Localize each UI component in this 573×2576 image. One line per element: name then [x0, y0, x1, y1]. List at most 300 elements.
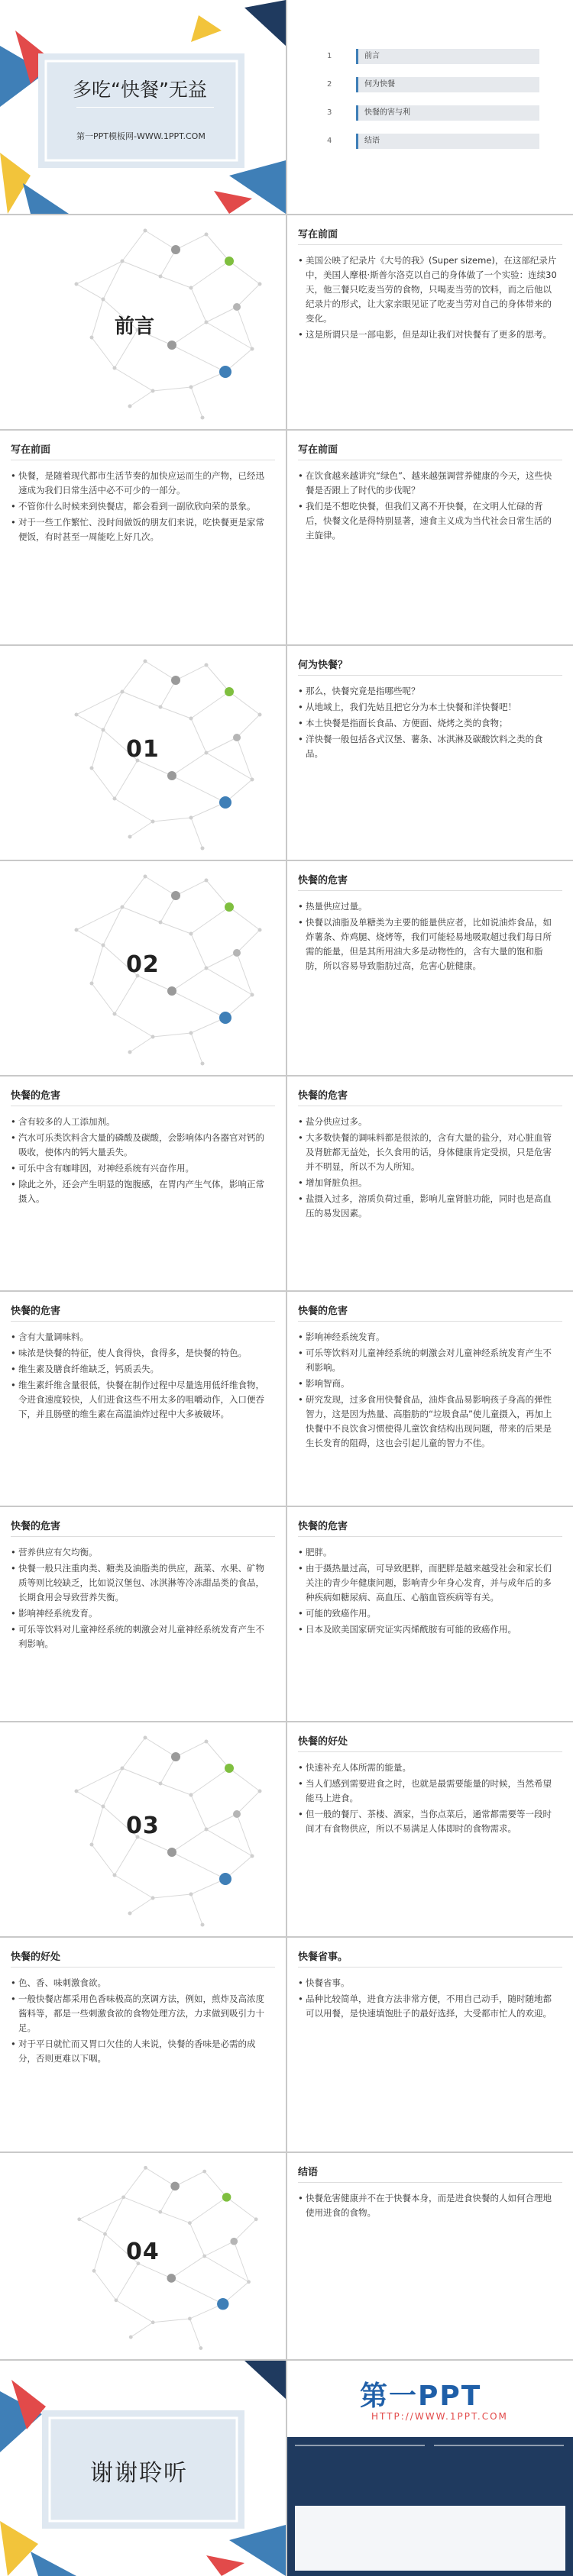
network-node — [201, 1923, 205, 1927]
bullet-item: • 那么，快餐究竟是指哪些呢？ — [298, 684, 558, 699]
tag-divider — [298, 1321, 562, 1322]
network-node — [77, 2217, 81, 2221]
network-node — [219, 1873, 231, 1885]
network-node — [90, 767, 94, 770]
sec6-left-slide — [0, 1292, 286, 1506]
sec7-left-slide — [0, 1507, 286, 1721]
slide-tag: 何为快餐？ — [298, 660, 348, 671]
network-edge — [103, 261, 122, 299]
network-node — [128, 405, 132, 408]
bullet-item: • 品种比较简单，进食方法非常方便，不用自己动手，随时随地都可以用餐，是快速填饱肚子的最好选择，大受都市忙人的欢迎。 — [298, 1992, 558, 2021]
network-edge — [92, 299, 103, 337]
tag-divider — [298, 1536, 562, 1537]
sec1-right-slide — [287, 215, 573, 429]
network-edge — [160, 1784, 191, 1795]
network-graphic — [31, 215, 283, 429]
toc-item[interactable]: 快餐的害与利 — [356, 105, 539, 121]
network-edge — [76, 930, 103, 945]
bullet-item: • 可乐等饮料对儿童神经系统的刺激会对儿童神经系统发育产生不利影响。 — [11, 1622, 270, 1651]
network-edge — [206, 968, 252, 995]
network-node — [121, 1767, 125, 1771]
bullet-item: • 增加肾脏负担。 — [298, 1176, 558, 1190]
network-node — [128, 1912, 132, 1916]
brand-info-panel — [287, 2437, 573, 2576]
bullet-list — [298, 253, 558, 344]
network-edge — [206, 234, 229, 261]
slide-tag: 写在前面 — [298, 229, 338, 240]
network-edge — [191, 288, 206, 322]
network-node — [171, 245, 180, 254]
cover-divider — [76, 107, 214, 108]
network-node — [121, 2195, 125, 2199]
network-node — [113, 1012, 117, 1016]
network-node — [159, 705, 163, 709]
network-node — [113, 1874, 117, 1877]
network-edge — [145, 1738, 176, 1757]
network-node — [222, 2193, 231, 2202]
toc-number: 3 — [327, 108, 332, 117]
thanks-title: 谢谢聆听 — [90, 2460, 188, 2487]
network-edge — [153, 387, 191, 391]
network-node — [128, 1051, 132, 1054]
network-edge — [237, 1791, 260, 1814]
network-node — [75, 1790, 79, 1793]
network-edge — [206, 1742, 229, 1768]
network-node — [171, 676, 180, 685]
toc-number: 4 — [327, 137, 332, 145]
tag-divider — [298, 244, 562, 245]
network-edge — [172, 968, 206, 991]
slide-tag: 快餐的危害 — [298, 875, 348, 886]
network-edge — [206, 1814, 237, 1829]
network-edge — [105, 2197, 124, 2234]
network-edge — [206, 307, 237, 322]
slide-tag: 快餐的危害 — [298, 1090, 348, 1102]
sec10-left-slide — [0, 2153, 286, 2359]
network-edge — [237, 307, 252, 349]
network-node — [247, 2280, 251, 2284]
network-node — [205, 967, 209, 970]
network-edge — [191, 692, 229, 718]
network-edge — [191, 818, 202, 848]
sec5-left-slide — [0, 1077, 286, 1290]
brand-logo: 第一PPT — [360, 2381, 482, 2412]
network-node — [121, 690, 125, 694]
bullet-item: • 含有较多的人工添加剂。 — [11, 1115, 270, 1129]
cover-title — [73, 75, 207, 102]
network-edge — [92, 945, 103, 983]
network-node — [233, 949, 241, 957]
network-node — [129, 2336, 133, 2339]
cover-title-prefix: 多吃“快餐” — [73, 79, 169, 101]
bullet-item: • 维生素及膳食纤维缺乏，钙质丢失。 — [11, 1362, 270, 1377]
bullet-item: • 快餐以油脂及单糖类为主要的能量供应者，比如说油炸食品，如炸薯条、炸鸡腿、烧烤等，我们可能轻易地吸取超过我们每日所需的能量，但是其所用油大多是动物性的，含有大量的饱和脂肪，所以容易导致脂肪过高，危害心脏健康。 — [298, 915, 558, 973]
network-edge — [205, 2256, 249, 2282]
network-edge — [130, 1037, 153, 1052]
network-edge — [205, 2242, 235, 2256]
network-edge — [237, 738, 252, 780]
tag-divider — [298, 675, 562, 676]
network-node — [251, 347, 254, 351]
network-node — [205, 1828, 209, 1832]
network-edge — [124, 2168, 146, 2197]
network-edge — [115, 976, 138, 1014]
network-node — [202, 2255, 206, 2258]
network-edge — [237, 953, 252, 995]
network-edge — [234, 2219, 256, 2242]
slide-tag: 写在前面 — [298, 444, 338, 456]
bullet-item: • 可能的致癌作用。 — [298, 1606, 558, 1621]
network-edge — [153, 1894, 191, 1898]
slide-tag: 快餐的好处 — [11, 1951, 61, 1963]
network-node — [121, 905, 125, 909]
network-edge — [146, 2168, 176, 2186]
bullet-item: • 快速补充人体所需的能量。 — [298, 1761, 558, 1775]
network-edge — [171, 2256, 204, 2278]
network-node — [189, 1893, 193, 1896]
network-node — [90, 336, 94, 340]
network-edge — [115, 1014, 153, 1037]
network-node — [189, 286, 193, 290]
network-edge — [153, 2319, 189, 2323]
bullet-item: • 可乐中含有咖啡因，对神经系统有兴奋作用。 — [11, 1161, 270, 1176]
network-edge — [115, 799, 153, 822]
network-node — [75, 928, 79, 932]
preface-title: 前言 — [115, 315, 155, 338]
network-edge — [94, 2271, 116, 2300]
toc-item[interactable]: 何为快餐 — [356, 77, 539, 92]
sec5-right-slide — [287, 1077, 573, 1290]
network-edge — [76, 907, 122, 930]
tag-divider — [11, 1321, 275, 1322]
network-edge — [237, 1814, 252, 1856]
bullet-list — [11, 1545, 270, 1653]
network-edge — [175, 2171, 205, 2186]
network-node — [225, 902, 234, 912]
network-node — [202, 2170, 206, 2174]
network-node — [189, 1031, 193, 1035]
network-edge — [205, 2171, 227, 2197]
network-edge — [176, 665, 206, 680]
bullet-item: • 色、香、味刺激食欲。 — [11, 1976, 270, 1990]
sec9-right-slide — [287, 1938, 573, 2152]
network-node — [219, 796, 231, 809]
bullet-item: • 但一般的餐厅、茶楼、酒家，当你点菜后，通常都需要等一段时间才有食物供应，所以不易满足人体即时的食物需求。 — [298, 1807, 558, 1836]
network-edge — [103, 692, 122, 730]
network-edge — [79, 2197, 124, 2219]
network-node — [233, 734, 241, 741]
network-node — [90, 1843, 94, 1847]
network-edge — [115, 368, 153, 391]
bullet-item: • 日本及欧美国家研究证实丙烯酰胺有可能的致癌作用。 — [298, 1622, 558, 1637]
cover-title-suffix: 无益 — [168, 79, 207, 101]
cover-slide — [0, 0, 286, 214]
network-edge — [131, 2323, 153, 2337]
network-edge — [206, 953, 237, 968]
slide-tag: 快餐的危害 — [11, 1090, 61, 1102]
network-edge — [171, 2278, 222, 2304]
bullet-item: • 快餐，是随着现代都市生活节奏的加快应运而生的产物，已经迅速成为我们日常生活中必不可少的一部分。 — [11, 469, 270, 498]
bullet-list — [298, 684, 558, 763]
network-edge — [145, 876, 176, 896]
network-edge — [122, 231, 145, 261]
network-node — [225, 687, 234, 696]
network-node — [205, 663, 209, 667]
network-node — [188, 2221, 192, 2225]
bullet-list — [298, 1545, 558, 1638]
network-node — [258, 1790, 262, 1793]
network-edge — [229, 907, 260, 930]
sec3-right-slide — [287, 646, 573, 860]
info-links-box — [295, 2506, 565, 2571]
network-edge — [160, 276, 191, 288]
network-node — [151, 820, 155, 824]
brand-url: HTTP://WWW.1PPT.COM — [371, 2411, 508, 2422]
network-node — [189, 816, 193, 820]
slide-tag: 快餐的好处 — [298, 1736, 348, 1748]
network-node — [144, 1736, 147, 1740]
tag-divider — [298, 1751, 562, 1752]
network-node — [102, 298, 105, 302]
bullet-list — [298, 1115, 558, 1222]
network-node — [128, 835, 132, 839]
bullet-item: • 对于一些工作繁忙、没时间做饭的朋友们来说，吃快餐更是家常便饭，有时甚至一周能吃上好几次。 — [11, 515, 270, 544]
network-edge — [122, 907, 160, 922]
network-node — [75, 713, 79, 717]
network-node — [167, 341, 176, 350]
bullet-item: • 影响神经系统发育。 — [11, 1606, 270, 1621]
network-edge — [237, 284, 260, 307]
bullet-item: • 当人们感到需要进食之时，也就是最需要能量的时候，当然希望能马上进食。 — [298, 1777, 558, 1806]
bullet-list — [11, 469, 270, 546]
network-edge — [229, 1768, 260, 1791]
sec4-left-slide — [0, 861, 286, 1075]
network-node — [205, 321, 209, 324]
section-number: 04 — [126, 2239, 160, 2265]
network-node — [189, 386, 193, 389]
info-divider — [434, 2445, 564, 2446]
bullet-item: • 洋快餐一般包括各式汉堡、薯条、冰淇淋及碳酸饮料之类的食品。 — [298, 732, 558, 761]
network-node — [230, 2238, 238, 2245]
sec7-right-slide — [287, 1507, 573, 1721]
slide-tag: 快餐省事。 — [298, 1951, 348, 1963]
network-edge — [172, 1829, 206, 1852]
network-node — [258, 713, 262, 717]
network-node — [103, 2232, 107, 2236]
network-edge — [124, 2197, 160, 2212]
bullet-item: • 本土快餐是指面长食品、方便面、烧烤之类的食物； — [298, 716, 558, 731]
network-node — [233, 1810, 241, 1818]
network-node — [113, 366, 117, 370]
network-edge — [92, 1845, 115, 1875]
network-node — [167, 1848, 176, 1857]
network-node — [258, 928, 262, 932]
network-edge — [237, 930, 260, 953]
section-number: 03 — [126, 1813, 160, 1839]
network-node — [217, 2298, 228, 2310]
network-node — [219, 366, 231, 378]
sec8-left-slide — [0, 1722, 286, 1936]
network-edge — [103, 907, 122, 945]
network-edge — [76, 1791, 103, 1806]
network-node — [205, 233, 209, 237]
bullet-item: • 快餐一般只注重肉类、糖类及油脂类的供应，蔬菜、水果、矿物质等则比较缺乏，比如说汉堡包、冰淇淋等冷冻甜品类的食品，长期食用会导致营养失衡。 — [11, 1561, 270, 1605]
network-edge — [122, 1768, 160, 1784]
network-node — [144, 229, 147, 233]
info-divider — [295, 2445, 425, 2446]
bullet-list — [298, 899, 558, 975]
network-node — [158, 2210, 162, 2214]
network-node — [167, 771, 176, 780]
bullet-item: • 除此之外，还会产生明显的饱腹感，在胃内产生气体，影响正常摄入。 — [11, 1177, 270, 1206]
bullet-list — [298, 469, 558, 544]
network-node — [171, 891, 180, 900]
tag-divider — [11, 1967, 275, 1968]
network-node — [151, 389, 155, 393]
network-edge — [191, 1033, 202, 1064]
network-edge — [172, 753, 206, 776]
bullet-list — [298, 2191, 558, 2222]
tag-divider — [298, 2182, 562, 2183]
network-edge — [191, 907, 229, 934]
sec4-right-slide — [287, 861, 573, 1075]
toc-item[interactable]: 前言 — [356, 49, 539, 64]
network-edge — [160, 1757, 176, 1784]
slide-tag: 快餐的危害 — [298, 1306, 348, 1317]
network-node — [258, 282, 262, 286]
bullet-item: • 盐分供应过多。 — [298, 1115, 558, 1129]
network-edge — [153, 1033, 191, 1037]
network-edge — [76, 284, 103, 299]
network-edge — [122, 692, 160, 707]
cover-subtitle: 第一PPT模板网-WWW.1PPT.COM — [76, 131, 206, 141]
network-node — [159, 1782, 163, 1786]
network-edge — [160, 250, 176, 276]
toc-item[interactable]: 结语 — [356, 134, 539, 149]
tag-divider — [298, 1967, 562, 1968]
bullet-item: • 影响神经系统发育。 — [298, 1330, 558, 1344]
network-node — [251, 1855, 254, 1858]
network-node — [254, 2217, 258, 2221]
network-edge — [229, 261, 260, 284]
network-edge — [76, 261, 122, 284]
network-edge — [160, 680, 176, 707]
network-edge — [160, 707, 191, 718]
network-edge — [172, 776, 225, 802]
bullet-item: • 快餐危害健康并不在于快餐本身，而是进食快餐的人如何合理地使用进食的食物。 — [298, 2191, 558, 2220]
tag-divider — [11, 1536, 275, 1537]
network-node — [219, 1012, 231, 1024]
network-edge — [115, 1837, 138, 1875]
section-number: 01 — [126, 736, 160, 763]
network-edge — [92, 983, 115, 1014]
network-edge — [122, 1738, 145, 1768]
bullet-item: • 不管你什么时候来到快餐店，都会看到一副欣欣向荣的景象。 — [11, 499, 270, 514]
network-edge — [138, 976, 172, 991]
network-edge — [122, 261, 160, 276]
network-node — [189, 1793, 193, 1797]
network-edge — [116, 2264, 138, 2300]
network-edge — [206, 738, 237, 753]
network-node — [225, 257, 234, 266]
network-node — [92, 2269, 96, 2273]
network-node — [201, 416, 205, 420]
sec3-left-slide — [0, 646, 286, 860]
bullet-item: • 含有大量调味料。 — [11, 1330, 270, 1344]
bullet-item: • 一般快餐店都采用色香味极高的烹调方法，例如，煎炸及高浓度酱料等，都是一些刺激食欲的食物处理方法，力求做到吸引力十足。 — [11, 1992, 270, 2035]
network-edge — [237, 715, 260, 738]
network-edge — [191, 387, 202, 418]
network-edge — [176, 880, 206, 896]
network-edge — [138, 1837, 172, 1852]
network-edge — [160, 2186, 175, 2212]
bullet-list — [11, 1330, 270, 1423]
bullet-list — [298, 1976, 558, 2022]
network-node — [144, 660, 147, 663]
network-node — [151, 1896, 155, 1900]
network-edge — [172, 322, 206, 345]
network-edge — [145, 661, 176, 680]
network-node — [90, 982, 94, 986]
network-edge — [122, 876, 145, 907]
network-edge — [189, 2197, 226, 2223]
network-node — [189, 932, 193, 936]
bullet-item: • 盐摄入过多，溶质负荷过重，影响儿童肾脏功能，同时也是高血压的易发因素。 — [298, 1192, 558, 1221]
sec8-right-slide — [287, 1722, 573, 1936]
bullet-item: • 这是所谓只是一部电影，但是却让我们对快餐有了更多的思考。 — [298, 328, 558, 342]
network-edge — [234, 2242, 248, 2282]
network-edge — [130, 391, 153, 406]
network-edge — [76, 692, 122, 715]
network-node — [159, 921, 163, 925]
bullet-item: • 热量供应过量。 — [298, 899, 558, 914]
network-node — [188, 2317, 192, 2321]
bullet-item: • 肥胖。 — [298, 1545, 558, 1560]
network-edge — [191, 1768, 229, 1795]
network-edge — [160, 896, 176, 922]
network-edge — [176, 234, 206, 250]
network-edge — [138, 760, 172, 776]
network-node — [75, 282, 79, 286]
network-edge — [94, 2234, 105, 2271]
network-node — [151, 1035, 155, 1039]
network-edge — [115, 760, 138, 799]
bullet-item: • 汽水可乐类饮料含大量的磷酸及碳酸，会影响体内各器官对钙的吸收，使体内的钙大量丢失。 — [11, 1131, 270, 1160]
bullet-item: • 可乐等饮料对儿童神经系统的刺激会对儿童神经系统发育产生不利影响。 — [298, 1346, 558, 1375]
network-node — [115, 2298, 118, 2302]
network-edge — [138, 2264, 171, 2278]
network-edge — [206, 1829, 252, 1856]
toc-number: 1 — [327, 52, 332, 60]
network-node — [205, 879, 209, 883]
bullet-item: • 快餐省事。 — [298, 1976, 558, 1990]
network-edge — [76, 1768, 122, 1791]
network-edge — [92, 337, 115, 368]
network-edge — [229, 692, 260, 715]
network-edge — [191, 1795, 206, 1829]
network-edge — [189, 2223, 204, 2256]
network-node — [205, 1740, 209, 1744]
network-node — [199, 2346, 202, 2350]
network-edge — [191, 261, 229, 288]
network-node — [225, 1764, 234, 1773]
network-node — [113, 797, 117, 801]
network-node — [151, 2320, 155, 2324]
network-node — [205, 751, 209, 755]
network-node — [251, 993, 254, 997]
network-edge — [227, 2197, 257, 2219]
network-edge — [92, 730, 103, 768]
